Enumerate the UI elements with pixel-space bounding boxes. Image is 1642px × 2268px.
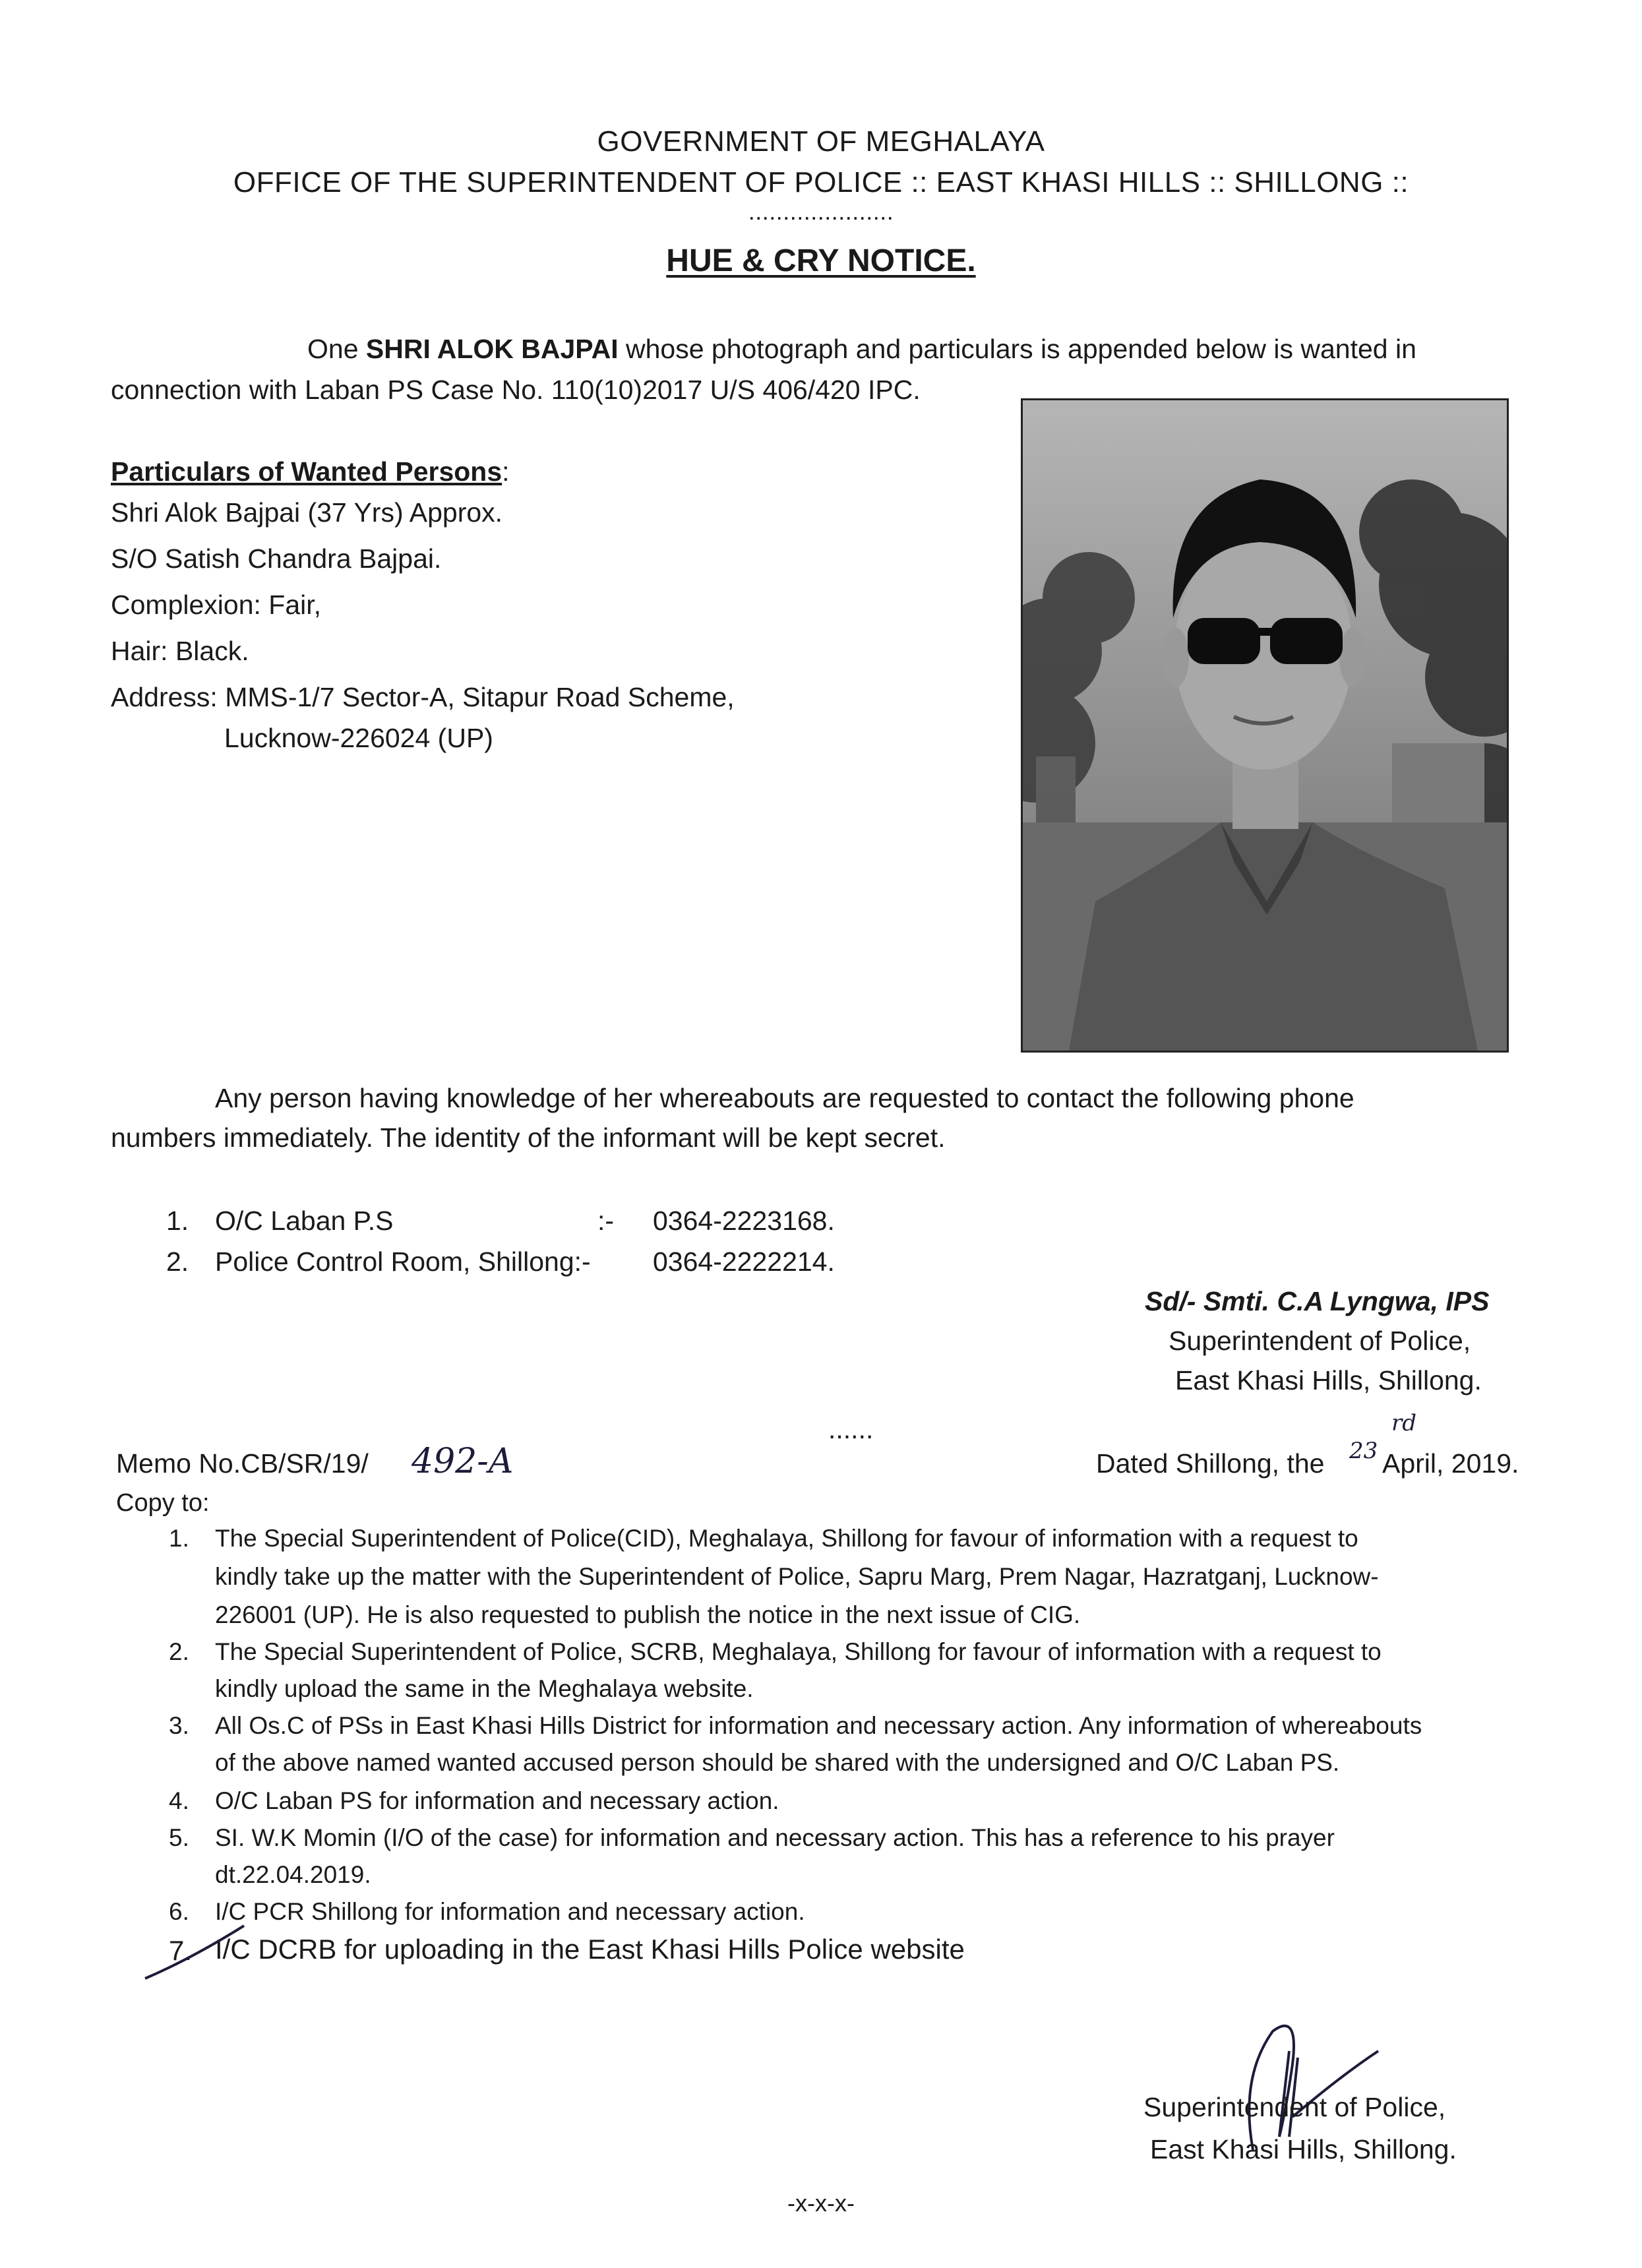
header-dots: ..................... (748, 198, 894, 225)
contact-1-num: 1. (166, 1206, 189, 1236)
dated-handwritten-day: 23 (1349, 1438, 1378, 1464)
separator-dots: ...... (828, 1414, 874, 1444)
header-government: GOVERNMENT OF MEGHALAYA (597, 125, 1045, 158)
copy-3-num: 3. (169, 1712, 189, 1739)
copy-5-line-1: SI. W.K Momin (I/O of the case) for information and necessary action. This has a reference to his prayer (215, 1824, 1335, 1851)
wanted-person-name: SHRI ALOK BAJPAI (365, 334, 619, 364)
copy-3-line-1: All Os.C of PSs in East Khasi Hills District for information and necessary action. Any information of whereabouts (215, 1712, 1422, 1739)
copy-1-line-1: The Special Superintendent of Police(CID), Meghalaya, Shillong for favour of information with a request to (215, 1525, 1358, 1552)
contact-2-phone: 0364-2222214. (653, 1246, 835, 1277)
intro-line-2: connection with Laban PS Case No. 110(10)2017 U/S 406/420 IPC. (111, 375, 921, 405)
handwritten-tick (132, 1913, 264, 1992)
copy-to-label: Copy to: (116, 1489, 210, 1517)
end-mark: -x-x-x- (787, 2190, 855, 2217)
signatory-place: East Khasi Hills, Shillong. (1175, 1365, 1482, 1395)
copy-2-line-1: The Special Superintendent of Police, SCRB, Meghalaya, Shillong for favour of information with a request to (215, 1638, 1382, 1665)
particulars-colon: : (502, 456, 510, 487)
notice-title (0, 243, 1642, 279)
memo-number: Memo No.CB/SR/19/ (116, 1448, 369, 1479)
contact-1-sep: :- (597, 1206, 615, 1236)
copy-2-num: 2. (169, 1638, 189, 1665)
copy-2-line-2: kindly upload the same in the Meghalaya website. (215, 1675, 754, 1702)
contact-2-label: Police Control Room, Shillong:- (215, 1246, 591, 1277)
intro-line-1 (307, 334, 1416, 365)
copy-5-num: 5. (169, 1824, 189, 1851)
contact-1-phone: 0364-2223168. (653, 1206, 835, 1236)
header-office: OFFICE OF THE SUPERINTENDENT OF POLICE :: EAST KHASI HILLS :: SHILLONG :: (233, 166, 1409, 199)
particulars-address-1: Address: MMS-1/7 Sector-A, Sitapur Road Scheme, (111, 682, 735, 712)
copy-6-num: 6. (169, 1898, 189, 1925)
signatory-name: Sd/- Smti. C.A Lyngwa, IPS (1145, 1286, 1490, 1316)
appeal-line-1: Any person having knowledge of her whereabouts are requested to contact the following phone (215, 1083, 1354, 1113)
notice-title-text: HUE & CRY NOTICE. (666, 243, 976, 278)
copy-3-line-2: of the above named wanted accused person should be shared with the undersigned and O/C Laban PS. (215, 1749, 1340, 1776)
particulars-complexion: Complexion: Fair, (111, 590, 322, 620)
footer-place: East Khasi Hills, Shillong. (1150, 2134, 1457, 2164)
copy-1-num: 1. (169, 1525, 189, 1552)
dated-prefix: Dated Shillong, the (1096, 1448, 1325, 1479)
copy-5-line-2: dt.22.04.2019. (215, 1861, 371, 1888)
photo-illustration (1023, 400, 1507, 1051)
wanted-person-photo (1021, 398, 1509, 1053)
particulars-father: S/O Satish Chandra Bajpai. (111, 543, 442, 574)
footer-title: Superintendent of Police, (1143, 2092, 1446, 2122)
memo-handwritten-number: 492-A (411, 1442, 514, 1481)
copy-7-num: 7. (169, 1935, 193, 1966)
dated-suffix: April, 2019. (1382, 1448, 1519, 1479)
particulars-address-2: Lucknow-226024 (UP) (224, 723, 493, 753)
contact-1-label: O/C Laban P.S (215, 1206, 394, 1236)
signatory-title: Superintendent of Police, (1169, 1326, 1471, 1356)
contact-2-num: 2. (166, 1246, 189, 1277)
intro-prefix: One (307, 334, 366, 364)
copy-4-line-1: O/C Laban PS for information and necessary action. (215, 1787, 779, 1814)
particulars-heading-text: Particulars of Wanted Persons (111, 456, 502, 487)
appeal-line-2: numbers immediately. The identity of the informant will be kept secret. (111, 1122, 946, 1153)
copy-7-line-1: I/C DCRB for uploading in the East Khasi Hills Police website (215, 1934, 965, 1965)
particulars-heading (111, 456, 510, 487)
copy-6-line-1: I/C PCR Shillong for information and necessary action. (215, 1898, 805, 1925)
copy-4-num: 4. (169, 1787, 189, 1814)
particulars-hair: Hair: Black. (111, 636, 249, 666)
intro-rest: whose photograph and particulars is appended below is wanted in (618, 334, 1416, 364)
copy-1-line-3: 226001 (UP). He is also requested to publish the notice in the next issue of CIG. (215, 1601, 1081, 1628)
particulars-name: Shri Alok Bajpai (37 Yrs) Approx. (111, 497, 503, 528)
dated-handwritten-suffix: rd (1391, 1410, 1417, 1436)
copy-1-line-2: kindly take up the matter with the Superintendent of Police, Sapru Marg, Prem Nagar, Hazratganj, Lucknow- (215, 1563, 1379, 1590)
